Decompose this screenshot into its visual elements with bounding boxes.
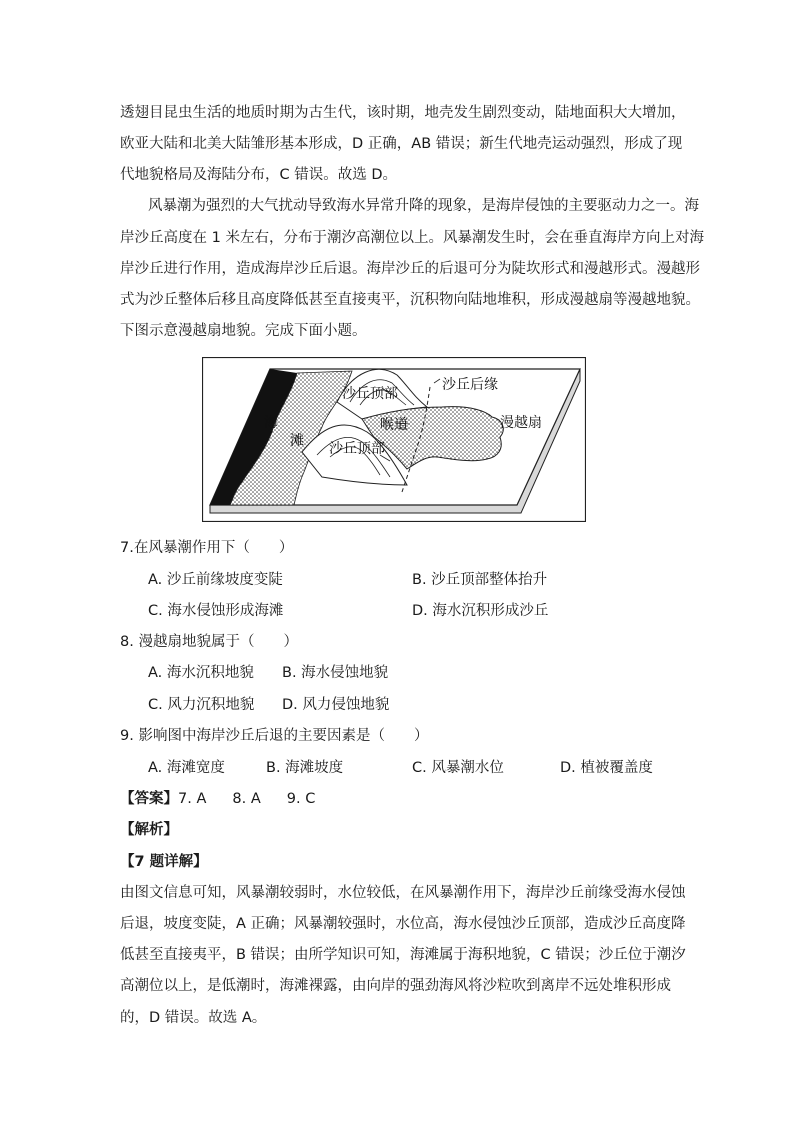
analysis-heading: 【解析】 bbox=[120, 822, 178, 838]
question-7-option-b: B. 沙丘顶部整体抬升 bbox=[412, 572, 548, 588]
intro-line-1: 透翅目昆虫生活的地质时期为古生代，该时期，地壳发生剧烈变动，陆地面积大大增加， bbox=[120, 105, 686, 121]
answer-9: 9. C bbox=[286, 791, 316, 807]
question-7-option-c: C. 海水侵蚀形成海滩 bbox=[148, 603, 284, 619]
question-8-option-b: B. 海水侵蚀地貌 bbox=[282, 665, 389, 681]
intro-line-2: 欧亚大陆和北美大陆雏形基本形成，D 正确，AB 错误；新生代地壳运动强烈，形成了现 bbox=[120, 136, 683, 152]
answer-label: 【答案】 bbox=[120, 791, 178, 807]
question-8-option-d: D. 风力侵蚀地貌 bbox=[282, 697, 390, 713]
question-9-option-c: C. 风暴潮水位 bbox=[412, 760, 504, 776]
answer-7: 7. A bbox=[178, 791, 207, 807]
washover-fan-diagram bbox=[202, 357, 586, 522]
label-dune-back-edge: 沙丘后缘 bbox=[442, 377, 498, 393]
question-8-option-c: C. 风力沉积地貌 bbox=[148, 697, 255, 713]
passage-line-4: 式为沙丘整体后移且高度降低甚至直接夷平，沉积物向陆地堆积，形成漫越扇等漫越地貌。 bbox=[120, 292, 700, 308]
answer-8: 8. A bbox=[232, 791, 261, 807]
passage-line-5: 下图示意漫越扇地貌。完成下面小题。 bbox=[120, 323, 367, 339]
question-7-option-a: A. 沙丘前缘坡度变陡 bbox=[148, 572, 283, 588]
question-8-option-a: A. 海水沉积地貌 bbox=[148, 665, 254, 681]
passage-line-1: 风暴潮为强烈的大气扰动导致海水异常升降的现象，是海岸侵蚀的主要驱动力之一。海 bbox=[148, 198, 699, 214]
label-sea: 海 bbox=[226, 415, 240, 431]
intro-line-3: 代地貌格局及海陆分布，C 错误。故选 D。 bbox=[120, 167, 398, 183]
detail-line-2: 后退，坡度变陡，A 正确；风暴潮较强时，水位高，海水侵蚀沙丘顶部，造成沙丘高度降 bbox=[120, 916, 686, 932]
label-dune-top-lower: 沙丘顶部 bbox=[329, 441, 385, 457]
question-7-stem: 7.在风暴潮作用下（ ） bbox=[120, 540, 294, 556]
question-9-option-b: B. 海滩坡度 bbox=[266, 760, 344, 776]
detail-line-5: 的，D 错误。故选 A。 bbox=[120, 1010, 267, 1026]
question-9-option-d: D. 植被覆盖度 bbox=[560, 760, 653, 776]
label-washover-fan: 漫越扇 bbox=[500, 415, 542, 431]
label-throat: 喉道 bbox=[380, 417, 408, 433]
label-beach-1: 海 bbox=[264, 415, 278, 431]
label-dune-top-upper: 沙丘顶部 bbox=[342, 386, 398, 402]
passage-line-2: 岸沙丘高度在 1 米左右，分布于潮汐高潮位以上。风暴潮发生时，会在垂直海岸方向上对海 bbox=[120, 230, 704, 246]
passage-line-3: 岸沙丘进行作用，造成海岸沙丘后退。海岸沙丘的后退可分为陡坎形式和漫越形式。漫越形 bbox=[120, 261, 700, 277]
detail-line-4: 高潮位以上，是低潮时，海滩裸露，由向岸的强劲海风将沙粒吹到离岸不远处堆积形成 bbox=[120, 978, 671, 994]
question-7-option-d: D. 海水沉积形成沙丘 bbox=[412, 603, 549, 619]
detail-heading: 【7 题详解】 bbox=[120, 854, 208, 870]
question-9-stem: 9. 影响图中海岸沙丘后退的主要因素是（ ） bbox=[120, 728, 429, 744]
label-beach-2: 滩 bbox=[290, 433, 304, 449]
detail-line-3: 低甚至直接夷平，B 错误；由所学知识可知，海滩属于海积地貌，C 错误；沙丘位于潮汐 bbox=[120, 947, 686, 963]
question-8-stem: 8. 漫越扇地貌属于（ ） bbox=[120, 634, 298, 650]
question-9-option-a: A. 海滩宽度 bbox=[148, 760, 225, 776]
answer-line bbox=[120, 789, 315, 809]
detail-line-1: 由图文信息可知，风暴潮较弱时，水位较低，在风暴潮作用下，海岸沙丘前缘受海水侵蚀 bbox=[120, 885, 686, 901]
